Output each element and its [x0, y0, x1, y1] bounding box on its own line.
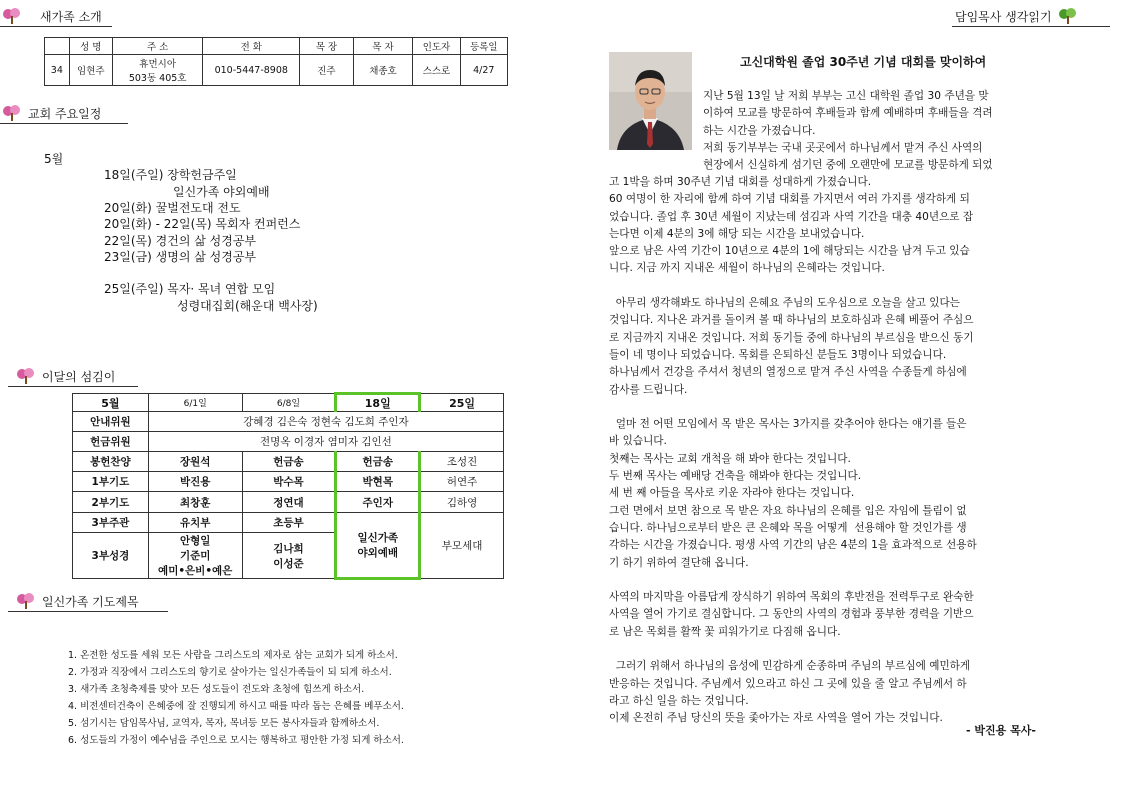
cell-line: 예미•은비•예은 [158, 565, 233, 577]
essay-line: 니다. 지금 까지 지내온 세월이 하나님의 은혜라는 것입니다. [609, 262, 885, 275]
cell-line: 안형일 [179, 535, 211, 547]
essay-line: 아무리 생각해봐도 하나님의 은혜요 주님의 도우심으로 오늘을 살고 있다는 [609, 297, 960, 310]
essay-line: 었습니다. 졸업 후 30년 세월이 지났는데 섬김과 사역 기간을 대충 40년으로 잡 [609, 210, 974, 223]
cell [148, 533, 242, 579]
table-row [45, 55, 508, 86]
cell: 박현목 [336, 472, 420, 492]
essay-line: 사역을 열어 가기로 결심합니다. 그 동안의 사역의 경험과 풍부한 경력을 기반으 [609, 608, 974, 621]
address-line: 휴먼시아 [139, 59, 177, 70]
prayer-title-text: 일신가족 기도제목 [42, 594, 139, 609]
essay-line: 저희 동기부부는 국내 곳곳에서 하나님께서 맡겨 주신 사역의 [703, 141, 983, 154]
essay-line: 60 여명이 한 자리에 함께 하여 기념 대회를 가지면서 여러 가지를 생각하게 되 [609, 193, 970, 206]
prayer-title [16, 592, 139, 610]
cell: 헌금송 [336, 452, 420, 472]
cell-line: 야외예배 [357, 547, 399, 559]
essay-line: 기 하기 위하여 결단해 옵니다. [609, 556, 749, 569]
cell: 헌금송 [242, 452, 336, 472]
essay-line: 지난 5월 13일 날 저희 부부는 고신 대학원 졸업 30 주년을 맞 [703, 90, 989, 102]
cell-guide: 스스로 [413, 55, 460, 86]
offering-members: 전명옥 이경자 염미자 김인선 [148, 432, 503, 452]
servers-title-text: 이달의 섬김이 [42, 369, 116, 384]
schedule-item: 23일(금) 생명의 삶 성경공부 [104, 250, 256, 264]
essay-line: 고 1박을 하며 30주년 기념 대회를 성대하게 가졌습니다. [609, 176, 872, 188]
prayer-item: 3. 새가족 초청축제를 맞아 모든 성도들이 전도와 초청에 힘쓰게 하소서. [68, 684, 365, 695]
essay-line: 로 남은 목회를 활짝 꽃 피워가기로 다짐해 옵니다. [609, 625, 841, 638]
cell: 최창훈 [148, 492, 242, 513]
title-underline [0, 123, 128, 124]
cell [242, 533, 336, 579]
new-family-title-text: 새가족 소개 [40, 9, 102, 24]
col-header: 목 장 [300, 38, 354, 55]
col-header: 5월 [73, 394, 149, 412]
schedule-title [2, 104, 101, 122]
cell: 초등부 [242, 513, 336, 533]
cell: 박수목 [242, 472, 336, 492]
col-header: 성 명 [69, 38, 112, 55]
table-row [73, 412, 504, 432]
essay-line: 그러기 위해서 하나님의 음성에 민감하게 순종하며 주님의 부르심에 예민하게 [609, 660, 971, 673]
col-header: 전 화 [203, 38, 300, 55]
table-row [73, 472, 504, 492]
essay-line: 는다면 이제 4분의 3에 해당 되는 시간을 보내었습니다. [609, 227, 865, 240]
row-label: 봉헌찬양 [73, 452, 149, 472]
col-header: 25일 [420, 394, 504, 412]
schedule-item: 20일(화) - 22일(목) 목회자 컨퍼런스 [104, 217, 301, 231]
table-row [73, 492, 504, 513]
essay-line: 것입니다. 지나온 과거를 돌이켜 볼 때 하나님의 보호하심과 은혜 베풀어 주심으 [609, 314, 974, 327]
tree-icon [1058, 7, 1078, 25]
col-header: 등록일 [460, 38, 507, 55]
signature: - 박진용 목사- [966, 724, 1036, 737]
prayer-item: 1. 온전한 성도를 세워 모든 사람을 그리스도의 제자로 삼는 교회가 되게 하소서. [68, 650, 398, 661]
table-row [73, 452, 504, 472]
cell: 유치부 [148, 513, 242, 533]
table-row [73, 432, 504, 452]
address-line: 503동 405호 [128, 73, 187, 84]
schedule-month: 5월 [44, 152, 64, 166]
essay-line: 하나님께서 건강을 주셔서 청년의 열정으로 맡겨 주신 사역을 수종들게 하심에 [609, 366, 967, 379]
row-label: 3부주관 [73, 513, 149, 533]
col-header: 6/8일 [242, 394, 336, 412]
essay-line: 습니다. 하나님으로부터 받은 큰 은혜와 목을 어떻게 선용해야 할 것인가를 생 [609, 521, 967, 534]
cell: 허연주 [420, 472, 504, 492]
essay-beside-photo [703, 88, 1055, 174]
cell-name: 임현주 [69, 55, 112, 86]
new-family-title [2, 7, 102, 25]
prayer-item: 2. 가정과 직장에서 그리스도의 향기로 살아가는 일신가족들이 되 되게 하소서. [68, 667, 392, 678]
new-family-table [44, 37, 508, 86]
essay-line: 그런 면에서 보면 참으로 목 받은 자요 하나님의 은혜를 입은 자임에 틀림이 없 [609, 504, 967, 517]
schedule-item: 성령대집회(해운대 백사장) [177, 299, 318, 313]
essay-line: 앞으로 남은 사역 기간이 10년으로 4분의 1에 해당되는 시간을 남겨 두고 있습 [609, 245, 970, 258]
schedule-item: 18일(주일) 장학헌금주일 [104, 168, 237, 182]
guide-members: 강혜경 김은숙 정현숙 김도희 주인자 [148, 412, 503, 432]
cell: 주인자 [336, 492, 420, 513]
essay-line: 하는 시간을 가졌습니다. [703, 124, 816, 137]
prayer-item: 5. 섬기시는 담임목사님, 교역자, 목자, 목녀등 모든 봉사자들과 함께하소서. [68, 718, 380, 729]
cell-group: 진주 [300, 55, 354, 86]
essay-line: 라고 하신 일을 하는 것입니다. [609, 694, 749, 707]
pastor-photo [609, 52, 692, 150]
tree-icon [16, 592, 36, 610]
cell: 조성진 [420, 452, 504, 472]
cell-address [112, 55, 203, 86]
col-header: 인도자 [413, 38, 460, 55]
cell-phone: 010-5447-8908 [203, 55, 300, 86]
schedule-item: 일신가족 야외예배 [173, 185, 270, 199]
prayer-item: 6. 성도들의 가정이 예수님을 주인으로 모시는 행복하고 평안한 가정 되게 하소서. [68, 735, 404, 746]
essay-line: 로 지금까지 지내온 것입니다. 저희 동기들 중에 하나님의 부르심을 받으신 동기 [609, 331, 974, 344]
essay-line: 세 번 째 아들을 목사로 키운 자라야 한다는 것입니다. [609, 487, 855, 500]
row-label: 안내위원 [73, 412, 149, 432]
schedule-item: 22일(목) 경건의 삶 성경공부 [104, 234, 256, 248]
essay-body [609, 174, 1055, 728]
essay-line: 감사를 드립니다. [609, 383, 688, 396]
article-title: 고신대학원 졸업 30주년 기념 대회를 맞이하여 [740, 55, 987, 69]
cell: 정연대 [242, 492, 336, 513]
cell-line: 일신가족 [357, 532, 399, 544]
row-label: 1부기도 [73, 472, 149, 492]
row-label: 3부성경 [73, 533, 149, 579]
tree-icon [16, 367, 36, 385]
schedule-item: 20일(화) 꿀벌전도대 전도 [104, 201, 241, 215]
title-underline [952, 26, 1110, 27]
essay-line: 사역의 마지막을 아름답게 장식하기 위하여 목회의 후반전을 전력투구로 완숙한 [609, 591, 974, 604]
essay-line: 얼마 전 어떤 모임에서 목 받은 목사는 3가지를 갖추어야 한다는 얘기를 들은 [609, 418, 967, 431]
servers-title [16, 367, 115, 385]
cell-date: 4/27 [460, 55, 507, 86]
essay-line: 현장에서 신실하게 섬기던 중에 오랜만에 모교를 방문하게 되었 [703, 159, 993, 172]
cell-line: 기준미 [179, 550, 211, 562]
servers-table [72, 392, 504, 580]
col-header: 6/1일 [148, 394, 242, 412]
essay-line: 첫째는 목사는 교회 개척을 해 봐야 한다는 것입니다. [609, 452, 851, 465]
tree-icon [2, 104, 22, 122]
title-underline [8, 386, 138, 387]
col-header [45, 38, 70, 55]
cell: 김하영 [420, 492, 504, 513]
cell-line: 이성준 [273, 557, 304, 570]
essay-line: 반응하는 것입니다. 주님께서 있으라고 하신 그 곳에 있을 줄 알고 주님께서 하 [609, 677, 967, 690]
cell-no: 34 [45, 55, 70, 86]
essay-line: 이제 온전히 주님 당신의 뜻을 좇아가는 자로 사역을 열어 가는 것입니다. [609, 712, 943, 725]
essay-line: 두 번째 목사는 예배당 건축을 해봐야 한다는 것입니다. [609, 470, 862, 483]
tree-icon [2, 7, 22, 25]
essay-line: 이하여 모교를 방문하여 후배들과 함께 예배하며 후배들을 격려 [703, 107, 993, 120]
essay-line: 바 있습니다. [609, 435, 667, 448]
cell-line: 김나희 [273, 542, 304, 555]
row-label: 2부기도 [73, 492, 149, 513]
col-header: 주 소 [112, 38, 203, 55]
merged-cell-picnic [336, 513, 420, 579]
title-underline [0, 26, 112, 27]
col-header: 목 자 [353, 38, 413, 55]
prayer-item: 4. 비전센터건축이 은혜중에 잘 진행되게 하시고 때를 따라 돕는 은혜를 베푸소서. [68, 701, 404, 712]
row-label: 헌금위원 [73, 432, 149, 452]
col-header-highlight: 18일 [336, 394, 420, 412]
schedule-item: 25일(주일) 목자· 목녀 연합 모임 [104, 282, 276, 296]
table-row [73, 513, 504, 533]
schedule-title-text: 교회 주요일정 [28, 106, 102, 121]
cell: 박진용 [148, 472, 242, 492]
essay-line: 각하는 시간을 가졌습니다. 평생 사역 기간의 남은 4분의 1을 효과적으로 선용하 [609, 539, 977, 552]
pastor-column-title [955, 7, 1078, 25]
essay-line: 들이 네 명이나 되었습니다. 목회를 은퇴하신 분들도 3명이나 되었습니다. [609, 348, 947, 361]
cell: 부모세대 [420, 513, 504, 579]
cell: 장원석 [148, 452, 242, 472]
cell-leader: 채종호 [353, 55, 413, 86]
pastor-column-title-text: 담임목사 생각읽기 [955, 9, 1052, 24]
title-underline [8, 611, 168, 612]
